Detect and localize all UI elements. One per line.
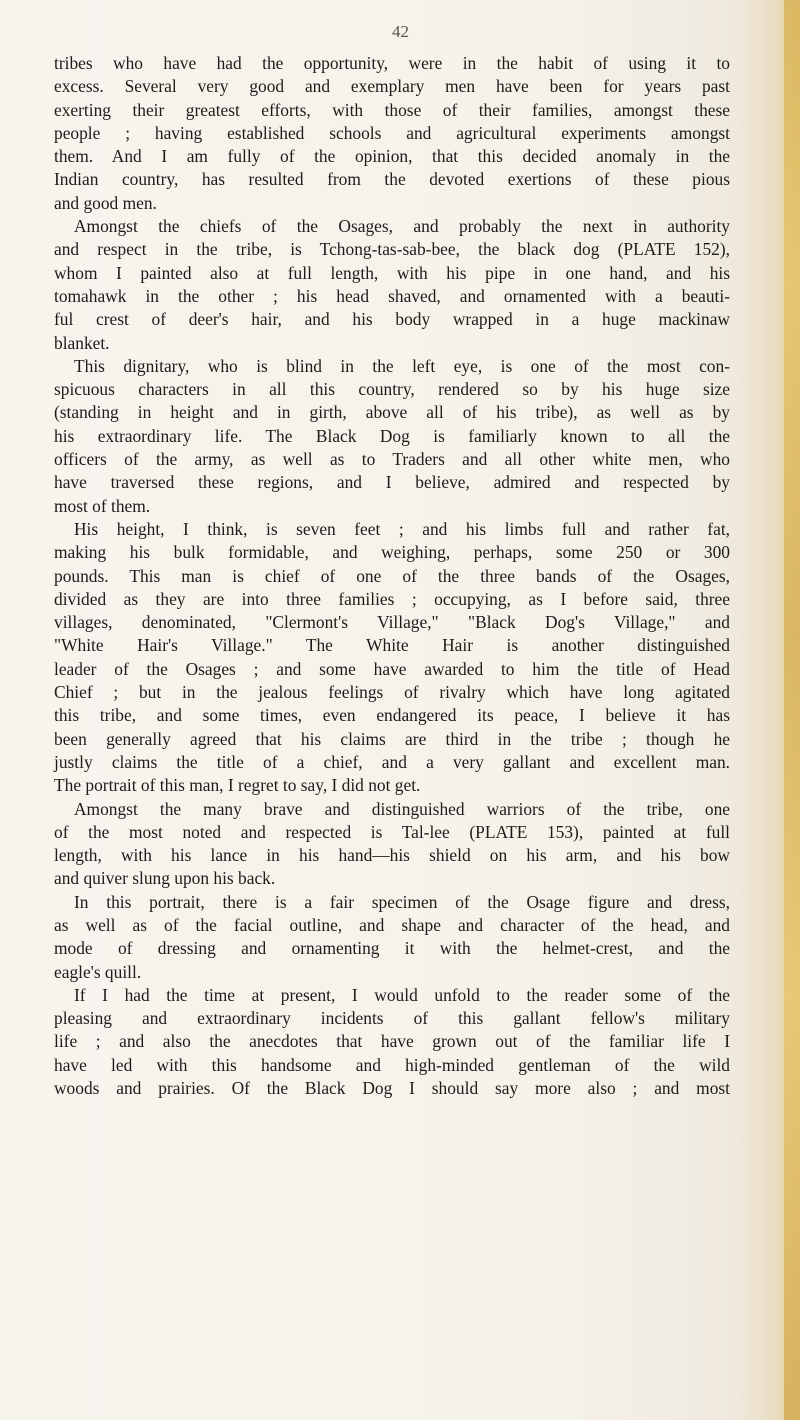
text-line: blanket. bbox=[54, 332, 110, 353]
text-line: length, with his lance in his hand—his shield on his arm, and his bow bbox=[54, 845, 730, 866]
text-line: and quiver slung upon his back. bbox=[54, 868, 276, 889]
text-line: and good men. bbox=[54, 192, 157, 213]
text-line: making his bulk formidable, and weighing, perhaps, some 250 or 300 bbox=[54, 542, 730, 563]
text-line: have traversed these regions, and I believe, admired and respected by bbox=[54, 472, 730, 493]
text-line: mode of dressing and ornamenting it with the helmet-crest, and the bbox=[54, 938, 730, 959]
text-line: officers of the army, as well as to Traders and all other white men, who bbox=[54, 449, 730, 470]
text-line: (standing in height and in girth, above all of his tribe), as well as by bbox=[54, 402, 730, 423]
text-line: pounds. This man is chief of one of the three bands of the Osages, bbox=[54, 565, 730, 586]
text-line: Amongst the chiefs of the Osages, and probably the next in authority bbox=[74, 216, 730, 237]
text-line: woods and prairies. Of the Black Dog I should say more also ; and most bbox=[54, 1078, 730, 1099]
text-line: this tribe, and some times, even endangered its peace, I believe it has bbox=[54, 705, 730, 726]
text-line: tribes who have had the opportunity, were in the habit of using it to bbox=[54, 53, 730, 73]
text-line: spicuous characters in all this country, rendered so by his huge size bbox=[54, 379, 730, 400]
body-text bbox=[54, 52, 730, 1100]
text-line: His height, I think, is seven feet ; and his limbs full and rather fat, bbox=[74, 518, 730, 539]
text-line: been generally agreed that his claims are third in the tribe ; though he bbox=[54, 728, 730, 749]
text-line: leader of the Osages ; and some have awarded to him the title of Head bbox=[54, 658, 730, 679]
text-line: Chief ; but in the jealous feelings of rivalry which have long agitated bbox=[54, 682, 730, 703]
text-line: In this portrait, there is a fair specimen of the Osage figure and dress, bbox=[74, 891, 730, 912]
text-line: The portrait of this man, I regret to say, I did not get. bbox=[54, 775, 421, 796]
text-line: of the most noted and respected is Tal-lee (PLATE 153), painted at full bbox=[54, 821, 730, 842]
text-line: most of them. bbox=[54, 495, 151, 516]
text-line: Indian country, has resulted from the devoted exertions of these pious bbox=[54, 169, 730, 190]
text-line: eagle's quill. bbox=[54, 961, 142, 982]
text-line: If I had the time at present, I would unfold to the reader some of the bbox=[74, 984, 730, 1005]
page-number: 42 bbox=[392, 22, 409, 41]
text-line: "White Hair's Village." The White Hair is another distinguished bbox=[54, 635, 730, 656]
text-line: divided as they are into three families ; occupying, as I before said, three bbox=[54, 588, 730, 609]
text-line: villages, denominated, "Clermont's Village," "Black Dog's Village," and bbox=[54, 612, 730, 633]
text-line: and respect in the tribe, is Tchong-tas-sab-bee, the black dog (PLATE 152), bbox=[54, 239, 730, 260]
text-line: life ; and also the anecdotes that have grown out of the familiar life I bbox=[54, 1031, 730, 1052]
text-line: pleasing and extraordinary incidents of this gallant fellow's military bbox=[54, 1008, 730, 1029]
text-line: whom I painted also at full length, with his pipe in one hand, and his bbox=[54, 262, 730, 283]
text-line: as well as of the facial outline, and shape and character of the head, and bbox=[54, 914, 730, 935]
text-line: exerting their greatest efforts, with those of their families, amongst these bbox=[54, 99, 730, 120]
text-line: them. And I am fully of the opinion, that this decided anomaly in the bbox=[54, 146, 730, 167]
text-line: ful crest of deer's hair, and his body wrapped in a huge mackinaw bbox=[54, 309, 730, 330]
text-line: excess. Several very good and exemplary men have been for years past bbox=[54, 76, 730, 97]
text-line: This dignitary, who is blind in the left eye, is one of the most con- bbox=[74, 355, 730, 376]
text-line: tomahawk in the other ; his head shaved, and ornamented with a beauti- bbox=[54, 285, 730, 306]
text-line: justly claims the title of a chief, and a very gallant and excellent man. bbox=[54, 751, 730, 772]
text-line: have led with this handsome and high-minded gentleman of the wild bbox=[54, 1054, 730, 1075]
text-line: people ; having established schools and agricultural experiments amongst bbox=[54, 122, 730, 143]
page-edge-gilt bbox=[784, 0, 800, 1420]
text-line: Amongst the many brave and distinguished warriors of the tribe, one bbox=[74, 798, 730, 819]
text-line: his extraordinary life. The Black Dog is familiarly known to all the bbox=[54, 425, 730, 446]
